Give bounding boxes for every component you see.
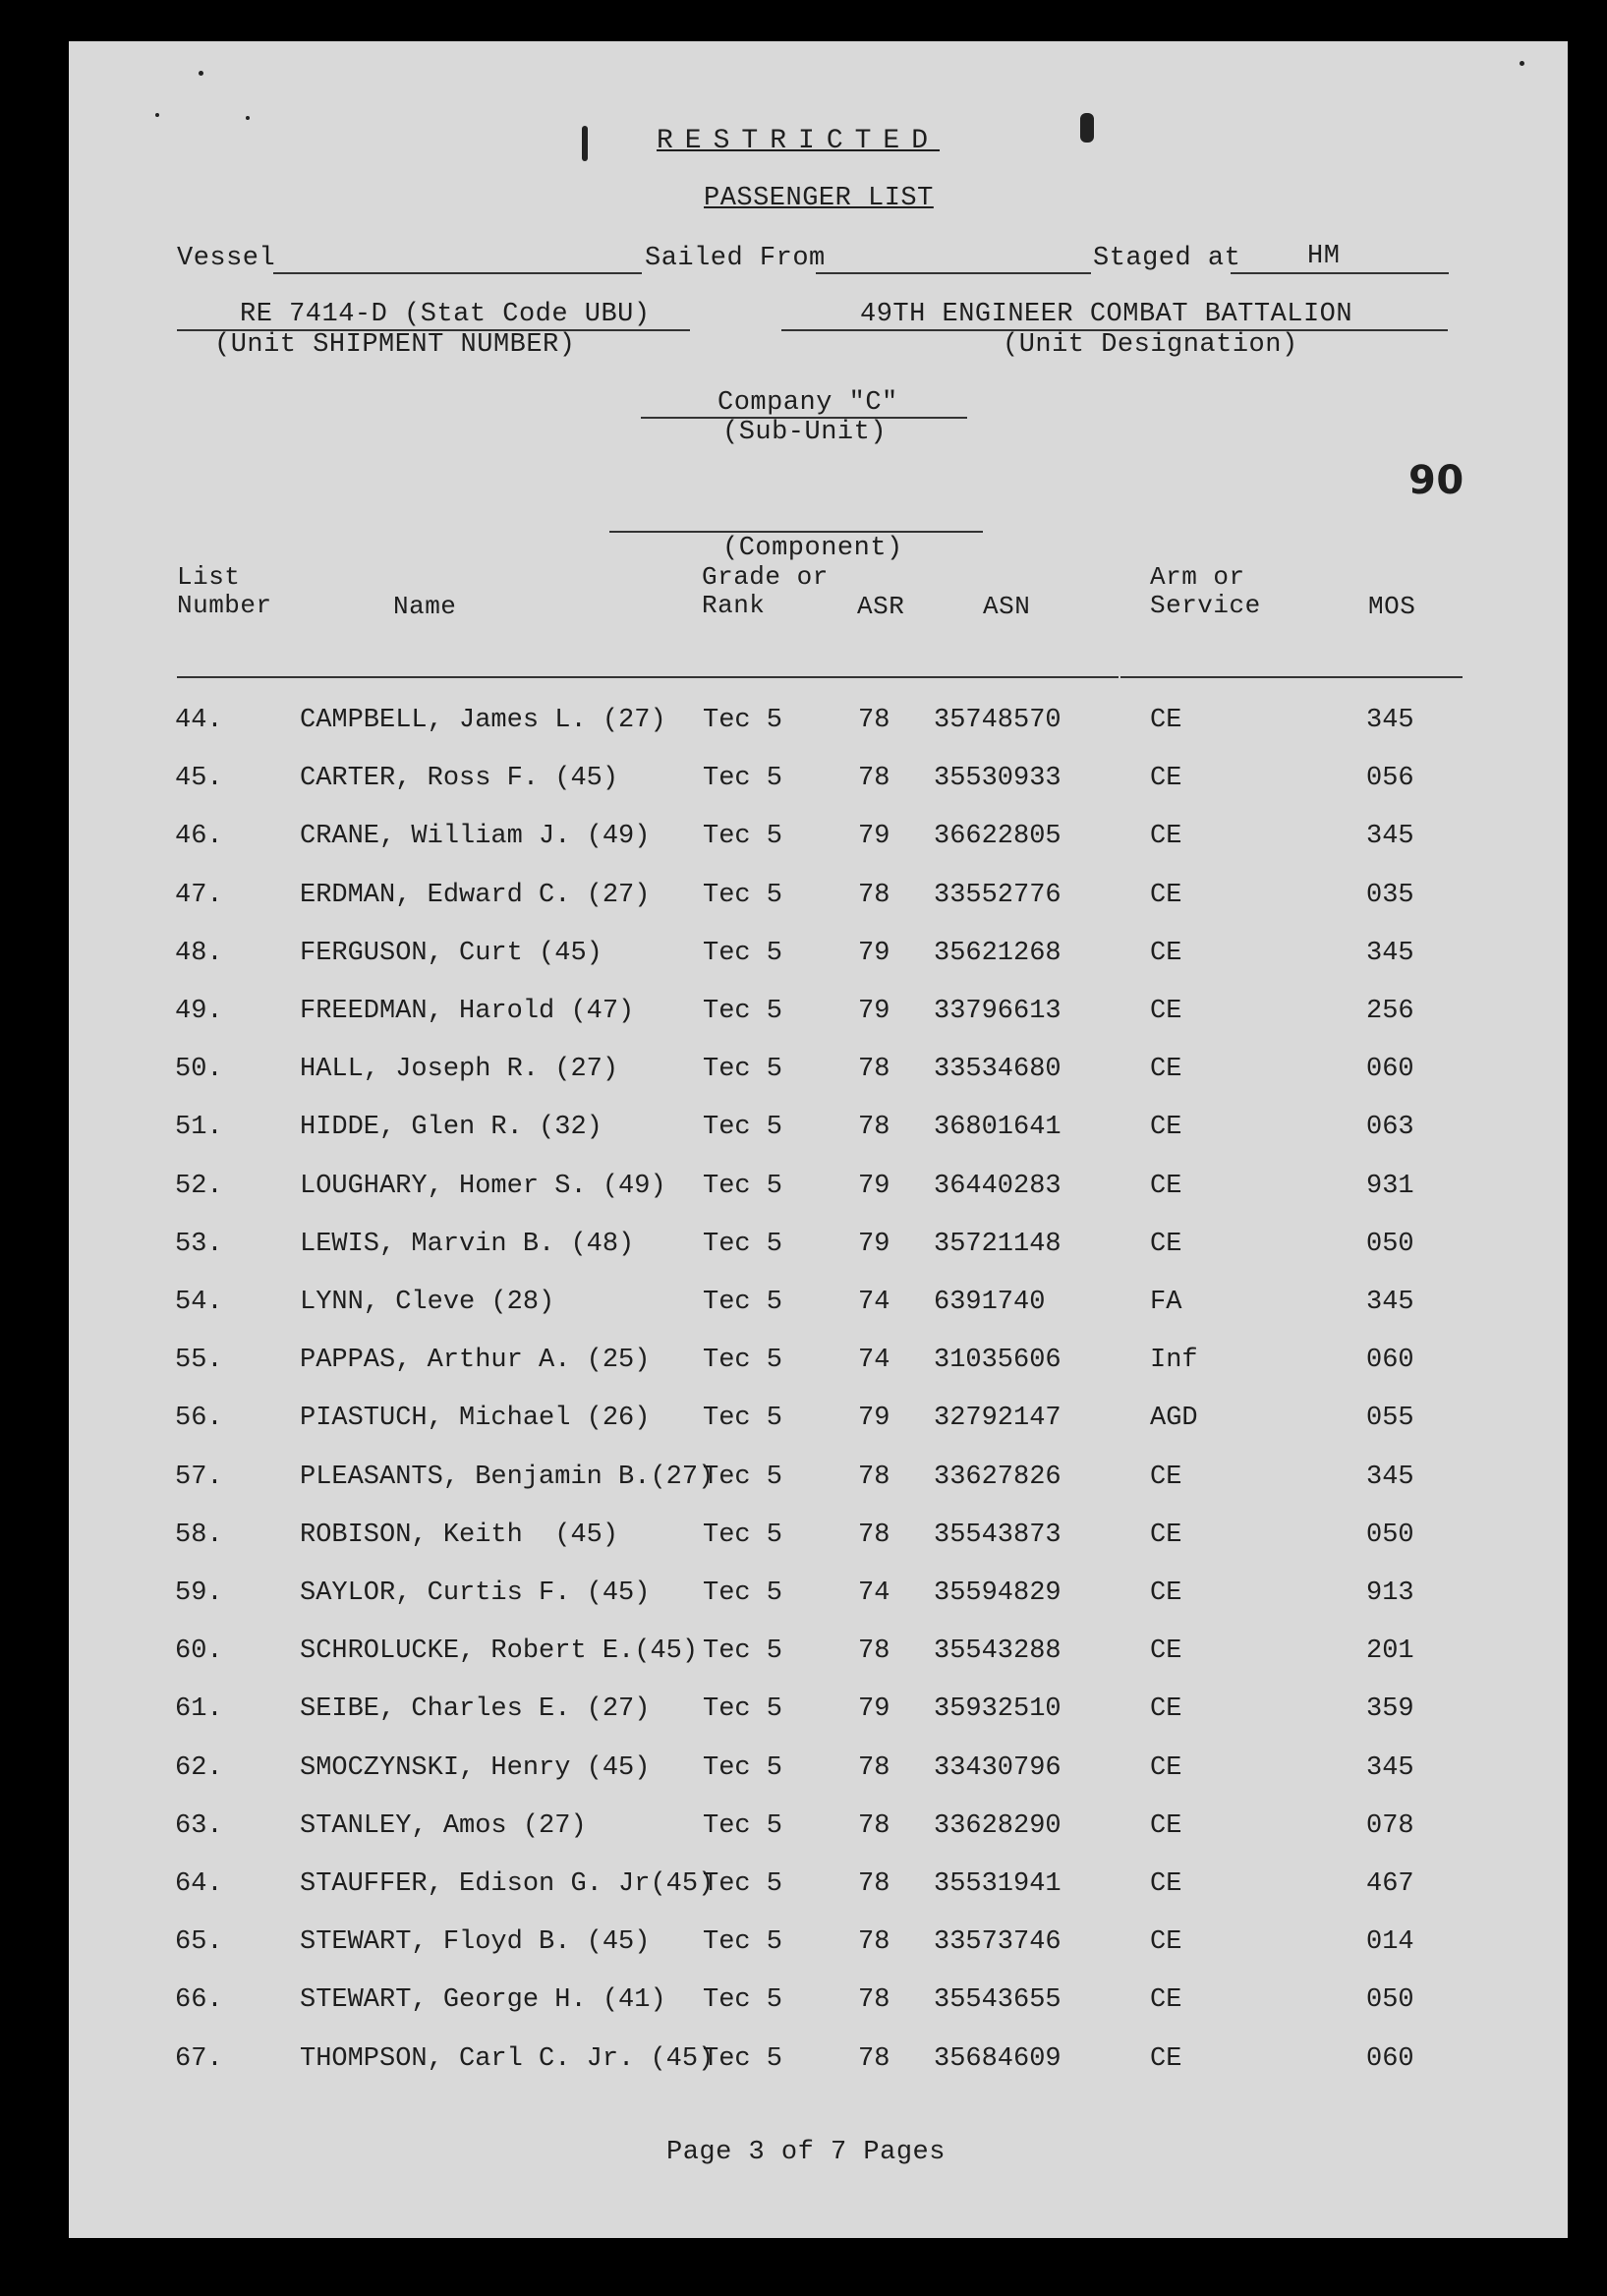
passenger-name-cell: ROBISON, Keith (45) xyxy=(300,1521,619,1550)
col-header-mos: MOS xyxy=(1368,592,1416,621)
asr-cell: 78 xyxy=(858,1055,890,1084)
header-rule-left xyxy=(177,676,1119,678)
list-number-cell: 50. xyxy=(175,1055,223,1084)
arm-or-service-cell: CE xyxy=(1150,939,1182,968)
asn-cell: 33628290 xyxy=(934,1811,1062,1841)
staged-at-label: Staged at xyxy=(1093,244,1241,273)
mos-cell: 035 xyxy=(1366,881,1414,910)
arm-or-service-cell: CE xyxy=(1150,997,1182,1026)
grade-cell: Tec 5 xyxy=(703,1753,783,1783)
list-number-cell: 64. xyxy=(175,1869,223,1899)
mos-cell: 050 xyxy=(1366,1230,1414,1259)
asr-cell: 74 xyxy=(858,1346,890,1375)
list-number-cell: 49. xyxy=(175,997,223,1026)
arm-or-service-cell: CE xyxy=(1150,1230,1182,1259)
asr-cell: 79 xyxy=(858,1172,890,1201)
passenger-name-cell: FERGUSON, Curt (45) xyxy=(300,939,603,968)
col-header-arm: Arm or Service xyxy=(1150,562,1261,620)
arm-or-service-cell: CE xyxy=(1150,1694,1182,1724)
mos-cell: 345 xyxy=(1366,706,1414,735)
asn-cell: 36622805 xyxy=(934,822,1062,851)
asr-cell: 78 xyxy=(858,881,890,910)
passenger-name-cell: STEWART, George H. (41) xyxy=(300,1985,666,2015)
list-number-cell: 45. xyxy=(175,764,223,793)
mos-cell: 056 xyxy=(1366,764,1414,793)
grade-cell: Tec 5 xyxy=(703,822,783,851)
asr-cell: 78 xyxy=(858,2044,890,2074)
asn-cell: 33627826 xyxy=(934,1463,1062,1492)
col-header-list-number: List Number xyxy=(177,562,272,620)
arm-or-service-cell: CE xyxy=(1150,2044,1182,2074)
asr-cell: 78 xyxy=(858,1753,890,1783)
passenger-name-cell: PLEASANTS, Benjamin B.(27) xyxy=(300,1463,715,1492)
ink-speck xyxy=(155,113,159,117)
grade-cell: Tec 5 xyxy=(703,1463,783,1492)
arm-or-service-cell: CE xyxy=(1150,881,1182,910)
asr-cell: 78 xyxy=(858,1113,890,1142)
asr-cell: 74 xyxy=(858,1288,890,1317)
mos-cell: 913 xyxy=(1366,1578,1414,1608)
list-number-cell: 52. xyxy=(175,1172,223,1201)
mos-cell: 060 xyxy=(1366,2044,1414,2074)
passenger-name-cell: FREEDMAN, Harold (47) xyxy=(300,997,635,1026)
mos-cell: 050 xyxy=(1366,1985,1414,2015)
mos-cell: 201 xyxy=(1366,1636,1414,1666)
list-number-cell: 55. xyxy=(175,1346,223,1375)
list-number-cell: 67. xyxy=(175,2044,223,2074)
grade-cell: Tec 5 xyxy=(703,1288,783,1317)
grade-cell: Tec 5 xyxy=(703,1346,783,1375)
unit-designation-label: (Unit Designation) xyxy=(1003,330,1298,360)
ink-speck xyxy=(246,116,250,120)
arm-or-service-cell: CE xyxy=(1150,1172,1182,1201)
staged-at-value: HM xyxy=(1307,242,1341,271)
asn-cell: 35594829 xyxy=(934,1578,1062,1608)
grade-cell: Tec 5 xyxy=(703,1694,783,1724)
asn-cell: 33430796 xyxy=(934,1753,1062,1783)
grade-cell: Tec 5 xyxy=(703,1521,783,1550)
header-rule-right xyxy=(1120,676,1463,678)
unit-shipment-label: (Unit SHIPMENT NUMBER) xyxy=(214,330,576,360)
asr-cell: 78 xyxy=(858,1869,890,1899)
asn-cell: 35543288 xyxy=(934,1636,1062,1666)
staged-at-field-line xyxy=(1231,272,1449,274)
asn-cell: 35748570 xyxy=(934,706,1062,735)
mos-cell: 345 xyxy=(1366,1753,1414,1783)
asr-cell: 79 xyxy=(858,1404,890,1433)
list-number-cell: 57. xyxy=(175,1463,223,1492)
sailed-from-field-line xyxy=(816,272,1091,274)
asr-cell: 74 xyxy=(858,1578,890,1608)
component-label: (Component) xyxy=(722,534,903,563)
asn-cell: 35621268 xyxy=(934,939,1062,968)
asn-cell: 35543873 xyxy=(934,1521,1062,1550)
list-title: PASSENGER LIST xyxy=(704,184,934,213)
asn-cell: 35543655 xyxy=(934,1985,1062,2015)
asn-cell: 6391740 xyxy=(934,1288,1046,1317)
passenger-name-cell: SCHROLUCKE, Robert E.(45) xyxy=(300,1636,699,1666)
passenger-name-cell: STEWART, Floyd B. (45) xyxy=(300,1927,651,1957)
grade-cell: Tec 5 xyxy=(703,2044,783,2074)
passenger-name-cell: CARTER, Ross F. (45) xyxy=(300,764,619,793)
mos-cell: 060 xyxy=(1366,1055,1414,1084)
list-number-cell: 59. xyxy=(175,1578,223,1608)
sailed-from-label: Sailed From xyxy=(645,244,826,273)
classification-title: RESTRICTED xyxy=(657,126,941,156)
grade-cell: Tec 5 xyxy=(703,1113,783,1142)
passenger-name-cell: SMOCZYNSKI, Henry (45) xyxy=(300,1753,651,1783)
arm-or-service-cell: CE xyxy=(1150,764,1182,793)
asr-cell: 79 xyxy=(858,822,890,851)
arm-or-service-cell: CE xyxy=(1150,1113,1182,1142)
mos-cell: 345 xyxy=(1366,1288,1414,1317)
ink-speck xyxy=(1080,113,1094,143)
asn-cell: 32792147 xyxy=(934,1404,1062,1433)
arm-or-service-cell: CE xyxy=(1150,1811,1182,1841)
asn-cell: 35932510 xyxy=(934,1694,1062,1724)
grade-cell: Tec 5 xyxy=(703,1636,783,1666)
ink-speck xyxy=(582,126,588,161)
arm-or-service-cell: CE xyxy=(1150,1636,1182,1666)
asn-cell: 33534680 xyxy=(934,1055,1062,1084)
grade-cell: Tec 5 xyxy=(703,1811,783,1841)
component-line xyxy=(609,531,983,533)
asr-cell: 78 xyxy=(858,1985,890,2015)
grade-cell: Tec 5 xyxy=(703,1230,783,1259)
grade-cell: Tec 5 xyxy=(703,997,783,1026)
list-number-cell: 66. xyxy=(175,1985,223,2015)
col-header-asr: ASR xyxy=(857,592,905,621)
sub-unit-label: (Sub-Unit) xyxy=(722,418,888,447)
asr-cell: 78 xyxy=(858,764,890,793)
mos-cell: 931 xyxy=(1366,1172,1414,1201)
passenger-name-cell: SAYLOR, Curtis F. (45) xyxy=(300,1578,651,1608)
mos-cell: 078 xyxy=(1366,1811,1414,1841)
grade-cell: Tec 5 xyxy=(703,1985,783,2015)
passenger-name-cell: LEWIS, Marvin B. (48) xyxy=(300,1230,635,1259)
arm-or-service-cell: CE xyxy=(1150,1927,1182,1957)
passenger-name-cell: PAPPAS, Arthur A. (25) xyxy=(300,1346,651,1375)
asn-cell: 35530933 xyxy=(934,764,1062,793)
asr-cell: 78 xyxy=(858,706,890,735)
passenger-name-cell: PIASTUCH, Michael (26) xyxy=(300,1404,651,1433)
list-number-cell: 53. xyxy=(175,1230,223,1259)
ink-speck xyxy=(1520,61,1524,66)
passenger-name-cell: STAUFFER, Edison G. Jr(45) xyxy=(300,1869,715,1899)
asr-cell: 78 xyxy=(858,1463,890,1492)
mos-cell: 345 xyxy=(1366,822,1414,851)
asr-cell: 78 xyxy=(858,1636,890,1666)
passenger-name-cell: LOUGHARY, Homer S. (49) xyxy=(300,1172,666,1201)
col-header-name: Name xyxy=(393,592,457,621)
arm-or-service-cell: CE xyxy=(1150,1985,1182,2015)
list-number-cell: 58. xyxy=(175,1521,223,1550)
arm-or-service-cell: Inf xyxy=(1150,1346,1198,1375)
asn-cell: 35531941 xyxy=(934,1869,1062,1899)
grade-cell: Tec 5 xyxy=(703,1578,783,1608)
asn-cell: 31035606 xyxy=(934,1346,1062,1375)
asn-cell: 33552776 xyxy=(934,881,1062,910)
list-number-cell: 54. xyxy=(175,1288,223,1317)
grade-cell: Tec 5 xyxy=(703,1927,783,1957)
arm-or-service-cell: CE xyxy=(1150,1578,1182,1608)
passenger-name-cell: ERDMAN, Edward C. (27) xyxy=(300,881,651,910)
grade-cell: Tec 5 xyxy=(703,706,783,735)
list-number-cell: 63. xyxy=(175,1811,223,1841)
asn-cell: 35721148 xyxy=(934,1230,1062,1259)
grade-cell: Tec 5 xyxy=(703,1172,783,1201)
mos-cell: 256 xyxy=(1366,997,1414,1026)
arm-or-service-cell: CE xyxy=(1150,822,1182,851)
passenger-name-cell: CAMPBELL, James L. (27) xyxy=(300,706,666,735)
vessel-label: Vessel xyxy=(177,244,276,273)
mos-cell: 063 xyxy=(1366,1113,1414,1142)
arm-or-service-cell: AGD xyxy=(1150,1404,1198,1433)
asn-cell: 36440283 xyxy=(934,1172,1062,1201)
arm-or-service-cell: CE xyxy=(1150,1753,1182,1783)
vessel-field-line xyxy=(273,272,642,274)
asr-cell: 79 xyxy=(858,1230,890,1259)
asr-cell: 78 xyxy=(858,1811,890,1841)
passenger-name-cell: LYNN, Cleve (28) xyxy=(300,1288,555,1317)
mos-cell: 467 xyxy=(1366,1869,1414,1899)
arm-or-service-cell: CE xyxy=(1150,1463,1182,1492)
asn-cell: 33796613 xyxy=(934,997,1062,1026)
col-header-grade: Grade or Rank xyxy=(702,562,829,620)
mos-cell: 055 xyxy=(1366,1404,1414,1433)
mos-cell: 359 xyxy=(1366,1694,1414,1724)
list-number-cell: 65. xyxy=(175,1927,223,1957)
grade-cell: Tec 5 xyxy=(703,1055,783,1084)
passenger-name-cell: HIDDE, Glen R. (32) xyxy=(300,1113,603,1142)
asn-cell: 33573746 xyxy=(934,1927,1062,1957)
mos-cell: 060 xyxy=(1366,1346,1414,1375)
page-stamp-number: 90 xyxy=(1408,458,1464,503)
col-header-asn: ASN xyxy=(983,592,1031,621)
asr-cell: 79 xyxy=(858,997,890,1026)
list-number-cell: 62. xyxy=(175,1753,223,1783)
mos-cell: 050 xyxy=(1366,1521,1414,1550)
grade-cell: Tec 5 xyxy=(703,881,783,910)
unit-shipment-number: RE 7414-D (Stat Code UBU) xyxy=(240,300,651,329)
list-number-cell: 60. xyxy=(175,1636,223,1666)
arm-or-service-cell: CE xyxy=(1150,1521,1182,1550)
asr-cell: 79 xyxy=(858,1694,890,1724)
list-number-cell: 51. xyxy=(175,1113,223,1142)
grade-cell: Tec 5 xyxy=(703,939,783,968)
asn-cell: 35684609 xyxy=(934,2044,1062,2074)
passenger-name-cell: THOMPSON, Carl C. Jr. (45) xyxy=(300,2044,715,2074)
asr-cell: 79 xyxy=(858,939,890,968)
asn-cell: 36801641 xyxy=(934,1113,1062,1142)
list-number-cell: 46. xyxy=(175,822,223,851)
mos-cell: 345 xyxy=(1366,939,1414,968)
arm-or-service-cell: CE xyxy=(1150,1055,1182,1084)
grade-cell: Tec 5 xyxy=(703,1869,783,1899)
passenger-name-cell: HALL, Joseph R. (27) xyxy=(300,1055,619,1084)
arm-or-service-cell: CE xyxy=(1150,706,1182,735)
passenger-name-cell: STANLEY, Amos (27) xyxy=(300,1811,587,1841)
page-footer: Page 3 of 7 Pages xyxy=(666,2138,946,2167)
asr-cell: 78 xyxy=(858,1521,890,1550)
list-number-cell: 61. xyxy=(175,1694,223,1724)
passenger-name-cell: SEIBE, Charles E. (27) xyxy=(300,1694,651,1724)
sub-unit: Company "C" xyxy=(717,388,898,418)
arm-or-service-cell: CE xyxy=(1150,1869,1182,1899)
list-number-cell: 56. xyxy=(175,1404,223,1433)
mos-cell: 014 xyxy=(1366,1927,1414,1957)
list-number-cell: 48. xyxy=(175,939,223,968)
mos-cell: 345 xyxy=(1366,1463,1414,1492)
document-page xyxy=(69,41,1568,2238)
arm-or-service-cell: FA xyxy=(1150,1288,1182,1317)
asr-cell: 78 xyxy=(858,1927,890,1957)
unit-designation: 49TH ENGINEER COMBAT BATTALION xyxy=(860,300,1353,329)
grade-cell: Tec 5 xyxy=(703,1404,783,1433)
passenger-name-cell: CRANE, William J. (49) xyxy=(300,822,651,851)
grade-cell: Tec 5 xyxy=(703,764,783,793)
ink-speck xyxy=(199,71,203,76)
list-number-cell: 44. xyxy=(175,706,223,735)
list-number-cell: 47. xyxy=(175,881,223,910)
